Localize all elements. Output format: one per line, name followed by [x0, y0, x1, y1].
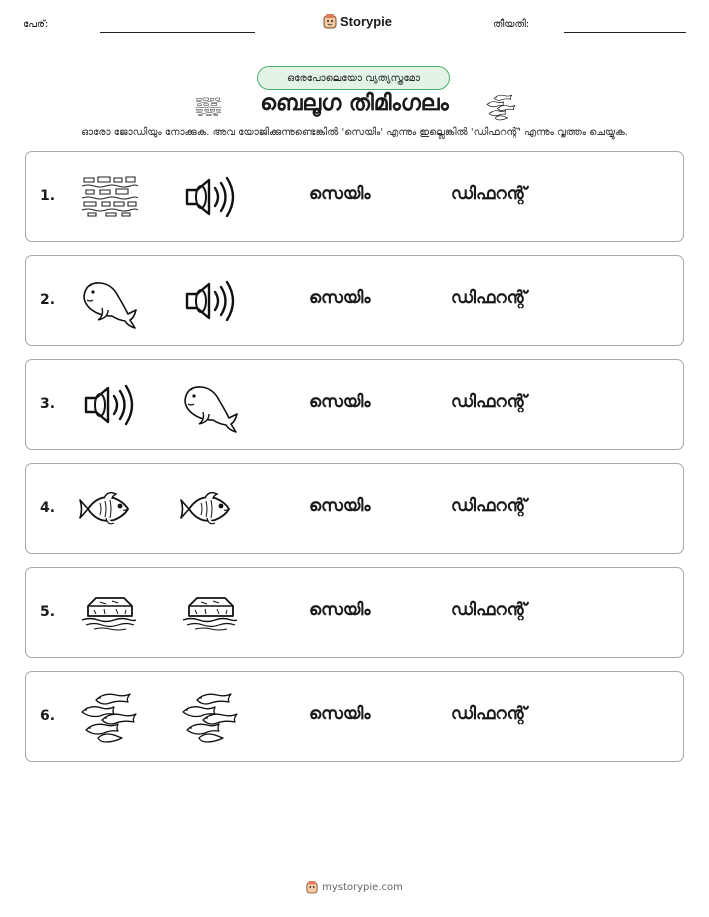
fish-icon: [78, 478, 140, 540]
storypie-mascot-icon: [306, 880, 318, 894]
speaker-icon: [179, 270, 241, 332]
worksheet-type-badge: [257, 66, 450, 90]
storypie-mascot-icon: [323, 13, 337, 29]
date-label: തീയതി:: [493, 19, 530, 30]
question-row: [25, 359, 684, 450]
question-number: 2.: [40, 292, 56, 308]
question-row: [25, 255, 684, 346]
question-row: [25, 567, 684, 658]
dolphin-pod-icon: [179, 686, 241, 748]
question-number: 1.: [40, 188, 56, 204]
same-option[interactable]: സെയിം: [309, 600, 371, 620]
beluga-whale-icon: [179, 374, 241, 436]
question-number: 6.: [40, 708, 56, 724]
fish-icon: [179, 478, 241, 540]
date-input-line[interactable]: [564, 32, 686, 33]
badge-label: ഒരേപോലെയോ വ്യത്യസ്തമോ: [286, 72, 421, 84]
different-option[interactable]: ഡിഫറന്റ്: [451, 288, 527, 308]
same-option[interactable]: സെയിം: [309, 704, 371, 724]
name-input-line[interactable]: [100, 32, 255, 33]
question-row: [25, 151, 684, 242]
brand-name: Storypie: [340, 13, 393, 29]
same-option[interactable]: സെയിം: [309, 392, 371, 412]
question-number: 3.: [40, 396, 56, 412]
footer-url: mystorypie.com: [322, 881, 403, 893]
worksheet-title: ബെലൂഗ തിമിംഗലം: [260, 91, 449, 116]
same-option[interactable]: സെയിം: [309, 496, 371, 516]
dolphin-pod-icon: [484, 91, 518, 123]
instructions-text: ഓരോ ജോഡിയും നോക്കുക. അവ യോജിക്കുന്നുണ്ടെങ്കിൽ 'സെയിം' എന്നും ഇല്ലെങ്കിൽ 'ഡിഫറന്റ്' എന്നും വൃത്തം ചെയ്യുക.: [81, 127, 628, 138]
name-label: പേര്:: [23, 19, 49, 30]
question-row: [25, 463, 684, 554]
different-option[interactable]: ഡിഫറന്റ്: [451, 600, 527, 620]
beluga-whale-icon: [78, 270, 140, 332]
ice-floe-icon: [179, 582, 241, 644]
ice-floe-icon: [78, 582, 140, 644]
same-option[interactable]: സെയിം: [309, 288, 371, 308]
brand-logo: [323, 13, 392, 29]
question-number: 5.: [40, 604, 56, 620]
different-option[interactable]: ഡിഫറന്റ്: [451, 184, 527, 204]
different-option[interactable]: ഡിഫറന്റ്: [451, 496, 527, 516]
dolphin-pod-icon: [78, 686, 140, 748]
speaker-icon: [78, 374, 140, 436]
different-option[interactable]: ഡിഫറന്റ്: [451, 704, 527, 724]
same-option[interactable]: സെയിം: [309, 184, 371, 204]
speaker-icon: [179, 166, 241, 228]
different-option[interactable]: ഡിഫറന്റ്: [451, 392, 527, 412]
footer: [0, 880, 709, 894]
question-row: [25, 671, 684, 762]
ice-water-icon: [78, 166, 140, 228]
question-number: 4.: [40, 500, 56, 516]
